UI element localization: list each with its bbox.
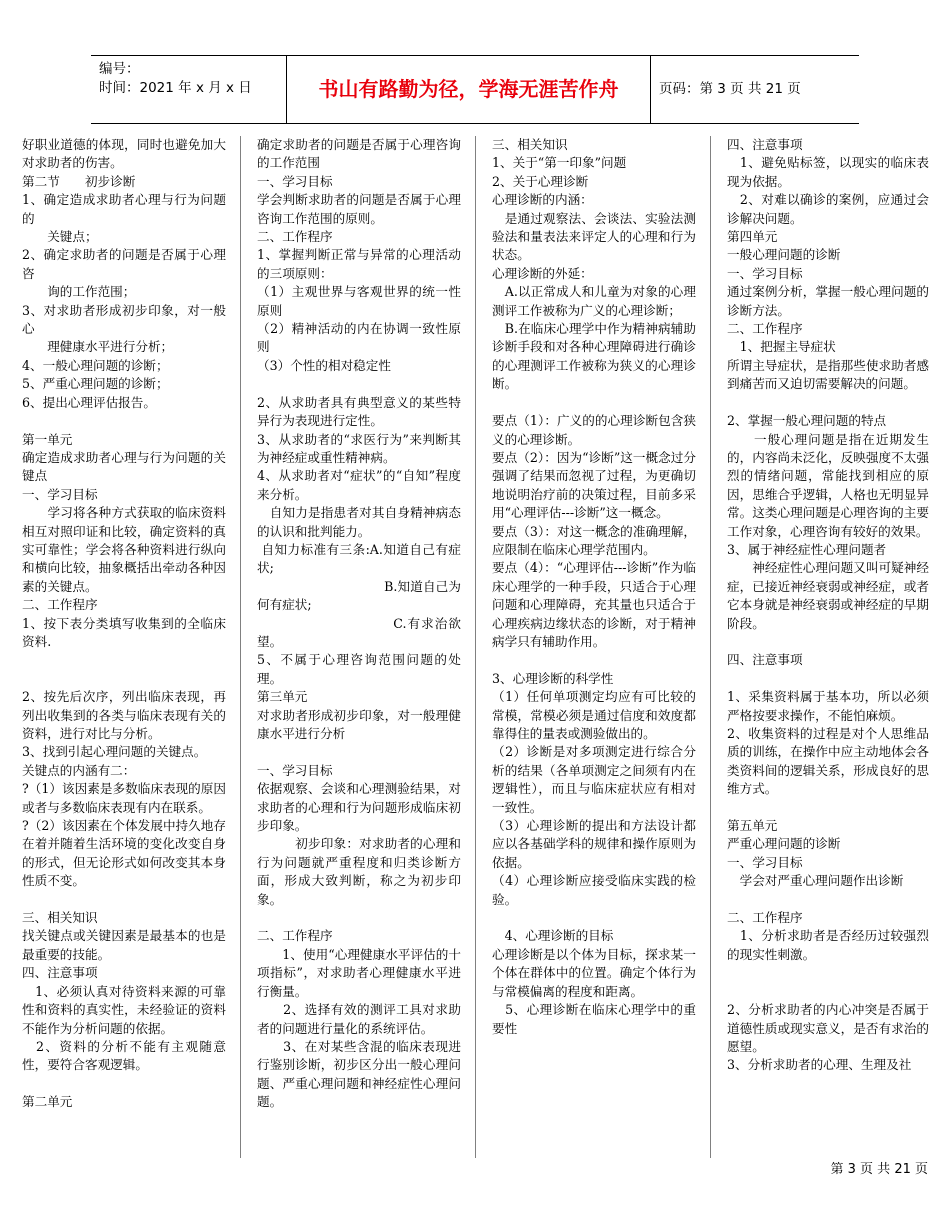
paragraph: B.知道自己为何有症状; bbox=[257, 578, 461, 613]
paragraph: 3、属于神经症性心理问题者 bbox=[727, 541, 887, 557]
paragraph: 好职业道德的体现，同时也避免加大对求助者的伤害。 bbox=[22, 137, 226, 171]
paragraph: 1、使用“心理健康水平评估的十项指标”，对求助者心理健康水平进行衡量。 bbox=[257, 946, 461, 999]
paragraph bbox=[257, 375, 461, 393]
paragraph: 第二单元 bbox=[22, 1094, 73, 1110]
paragraph: 要点（1）：广义的的心理诊断包含狭义的心理诊断。 bbox=[492, 413, 696, 447]
paragraph: 3、在对某些含混的临床表现进行鉴别诊断，初步区分出一般心理问题、严重心理问题和神经症性心理问题。 bbox=[257, 1038, 461, 1110]
paragraph: 所谓主导症状，是指那些使求助者感到痛苦而又迫切需要解决的问题。 bbox=[727, 357, 929, 392]
paragraph: 要点（2）：因为“诊断”这一概念过分强调了结果而忽视了过程，为更确切地说明治疗前的决策过程，目前多采用“心理评估---诊断”这一概念。 bbox=[492, 449, 696, 521]
paragraph: 1、必须认真对待资料来源的可靠性和资料的真实性，未经验证的资料不能作为分析问题的依据。 bbox=[22, 983, 226, 1036]
paragraph bbox=[727, 983, 929, 1001]
paragraph: 四、注意事项 bbox=[22, 965, 98, 981]
paragraph: 第三单元 bbox=[257, 689, 308, 705]
paragraph: 1、按下表分类填写收集到的全临床资料. bbox=[22, 615, 226, 649]
paragraph: 确定求助者的问题是否属于心理咨询的工作范围 bbox=[257, 137, 461, 171]
paragraph bbox=[22, 891, 226, 909]
paragraph: ?（2）该因素在个体发展中持久地存在着并随着生活环境的变化改变自身的形式，但无论形式如何改变其本身性质不变。 bbox=[22, 818, 226, 889]
header-meta bbox=[91, 56, 286, 123]
paragraph: 心理诊断的外延： bbox=[492, 265, 593, 281]
column-divider bbox=[710, 136, 711, 1158]
text-column-4 bbox=[727, 136, 929, 1075]
paragraph: 1、分析求助者是否经历过较强烈的现实性刺激。 bbox=[727, 928, 929, 962]
time-label: 时间：2021 年 x 月 x 日 bbox=[99, 80, 252, 96]
paragraph: 二、工作程序 bbox=[727, 910, 803, 926]
page-header bbox=[91, 55, 859, 124]
paragraph: 询的工作范围； bbox=[22, 284, 136, 300]
paragraph: 一、学习目标 bbox=[257, 173, 333, 189]
paragraph: 1、确定造成求助者心理与行为问题的 bbox=[22, 192, 226, 226]
paragraph bbox=[492, 909, 696, 927]
paragraph: 2、关于心理诊断 bbox=[492, 173, 589, 189]
paragraph: 2、收集资料的过程是对个人思维品质的训练，在操作中应主动地体会各类资料间的逻辑关系，形成良好的思维方式。 bbox=[727, 726, 929, 797]
paragraph: 二、工作程序 bbox=[727, 321, 803, 337]
paragraph: 二、工作程序 bbox=[257, 928, 333, 944]
paragraph: （3）个性的相对稳定性 bbox=[257, 357, 391, 373]
paragraph: 5、心理诊断在临床心理学中的重要性 bbox=[492, 1002, 696, 1036]
paragraph: 5、严重心理问题的诊断； bbox=[22, 376, 169, 392]
paragraph: 神经症性心理问题又叫可疑神经症，已接近神经衰弱或神经症，或者它本身就是神经衰弱或神经症的早期阶段。 bbox=[727, 560, 929, 631]
paragraph: 3、找到引起心理问题的关键点。 bbox=[22, 744, 207, 760]
paragraph: 通过案例分析，掌握一般心理问题的诊断方法。 bbox=[727, 284, 929, 318]
paragraph: 2、确定求助者的问题是否属于心理咨 bbox=[22, 247, 226, 281]
paragraph: 2、资料的分析不能有主观随意性，要符合客观逻辑。 bbox=[22, 1038, 226, 1073]
paragraph: 三、相关知识 bbox=[492, 137, 568, 152]
paragraph: 第五单元 bbox=[727, 818, 778, 834]
paragraph: 理健康水平进行分析； bbox=[22, 339, 174, 355]
paragraph: 一、学习目标 bbox=[257, 762, 333, 778]
paragraph: （1）任何单项测定均应有可比较的常模，常模必须是通过信度和效度都靠得住的量表或测验做出的。 bbox=[492, 689, 696, 741]
paragraph: （4）心理诊断应接受临床实践的检验。 bbox=[492, 873, 696, 907]
paragraph bbox=[727, 799, 929, 817]
paragraph: 学习将各种方式获取的临床资料相互对照印证和比较，确定资料的真实可靠性；学会将各种资料进行纵向和横向比较，抽象概括出牵动各种因素的关键点。 bbox=[22, 505, 226, 594]
paragraph: 四、注意事项 bbox=[727, 137, 803, 152]
number-label: 编号： bbox=[99, 61, 140, 77]
paragraph bbox=[727, 394, 929, 412]
paragraph: 6、提出心理评估报告。 bbox=[22, 394, 156, 410]
paragraph: 2、掌握一般心理问题的特点 bbox=[727, 413, 887, 429]
text-column-3 bbox=[492, 136, 696, 1038]
text-column-2 bbox=[257, 136, 461, 1112]
paragraph: 找关键点或关键因素是最基本的也是最重要的技能。 bbox=[22, 928, 226, 962]
paragraph: C.有求治欲望。 bbox=[257, 615, 461, 649]
paragraph bbox=[727, 891, 929, 909]
paragraph: 4、一般心理问题的诊断； bbox=[22, 357, 169, 373]
motto: 书山有路勤为径，学海无涯苦作舟 bbox=[286, 56, 651, 123]
paragraph: 学会对严重心理问题作出诊断 bbox=[727, 873, 904, 889]
paragraph: 2、按先后次序，列出临床表现，再列出收集到的各类与临床表现有关的资料，进行对比与分析。 bbox=[22, 689, 226, 741]
paragraph: 初步印象：对求助者的心理和行为问题就严重程度和归类诊断方面，形成大致判断，称之为初步印象。 bbox=[257, 836, 461, 907]
paragraph: 要点（4）：“心理评估---诊断”作为临床心理学的一种手段，只适合于心理问题和心理障碍，充其量也只适合于心理疾病边缘状态的诊断，对于精神病学只有辅助作用。 bbox=[492, 560, 696, 649]
paragraph: （1）主观世界与客观世界的统一性原则 bbox=[257, 284, 461, 318]
paragraph: A.以正常成人和儿童为对象的心理测评工作被称为广义的心理诊断； bbox=[492, 284, 696, 318]
paragraph bbox=[22, 1075, 226, 1093]
paragraph: 2、从求助者具有典型意义的某些特异行为表现进行定性。 bbox=[257, 394, 461, 429]
paragraph: 3、从求助者的“求医行为”来判断其为神经症或重性精神病。 bbox=[257, 431, 461, 465]
paragraph: 1、把握主导症状 bbox=[727, 339, 836, 355]
paragraph: （3）心理诊断的提出和方法设计都应以各基础学科的规律和操作原则为依据。 bbox=[492, 818, 696, 870]
paragraph: 依据观察、会谈和心理测验结果，对求助者的心理和行为问题形成临床初步印象。 bbox=[257, 781, 461, 834]
paragraph: 4、心理诊断的目标 bbox=[492, 928, 614, 944]
paragraph: 5、不属于心理咨询范围问题的处理。 bbox=[257, 652, 461, 686]
paragraph: 第一单元 bbox=[22, 431, 73, 447]
paragraph: 自知力是指患者对其自身精神病态的认识和批判能力。 bbox=[257, 505, 461, 539]
paragraph: 心理诊断的内涵： bbox=[492, 192, 593, 208]
paragraph bbox=[257, 909, 461, 927]
paragraph: 一、学习目标 bbox=[22, 486, 98, 502]
paragraph bbox=[257, 743, 461, 761]
paragraph: 要点（3）：对这一概念的准确理解，应限制在临床心理学范围内。 bbox=[492, 523, 696, 557]
paragraph: 学会判断求助者的问题是否属于心理咨询工作范围的原则。 bbox=[257, 192, 461, 226]
paragraph bbox=[22, 412, 226, 430]
paragraph: 2、分析求助者的内心冲突是否属于道德性质或现实意义，是否有求治的愿望。 bbox=[727, 1002, 929, 1054]
paragraph: 二、工作程序 bbox=[22, 597, 98, 613]
paragraph: 一、学习目标 bbox=[727, 854, 803, 870]
paragraph: ?（1）该因素是多数临床表现的原因或者与多数临床表现有内在联系。 bbox=[22, 781, 226, 815]
paragraph: 1、掌握判断正常与异常的心理活动的三项原则： bbox=[257, 247, 461, 281]
paragraph bbox=[22, 651, 226, 669]
paragraph: 严重心理问题的诊断 bbox=[727, 836, 841, 852]
paragraph: 自知力标准有三条:A.知道自己有症状; bbox=[257, 541, 461, 576]
paragraph: 二、工作程序 bbox=[257, 229, 333, 245]
paragraph bbox=[492, 651, 696, 669]
paragraph: 2、选择有效的测评工具对求助者的问题进行量化的系统评估。 bbox=[257, 1002, 461, 1036]
paragraph: 2、对难以确诊的案例，应通过会诊解决问题。 bbox=[727, 192, 929, 226]
column-divider bbox=[240, 136, 241, 1158]
paragraph: 3、对求助者形成初步印象，对一般心 bbox=[22, 302, 226, 337]
paragraph: 心理诊断是以个体为目标，探求某一个体在群体中的位置。确定个体行为与常模偏离的程度和距离。 bbox=[492, 946, 696, 999]
paragraph: 3、分析求助者的心理、生理及社 bbox=[727, 1057, 912, 1073]
paragraph bbox=[727, 964, 929, 982]
paragraph: 1、关于“第一印象”问题 bbox=[492, 155, 627, 171]
paragraph bbox=[492, 394, 696, 412]
paragraph: 一般心理问题是指在近期发生的，内容尚未泛化，反映强度不太强烈的情绪问题，常能找到相应的原因，思维合乎逻辑，人格也无明显异常。这类心理问题是心理咨询的主要工作对象，心理咨询有较好的效果。 bbox=[727, 431, 929, 539]
header-page-info: 页码：第 3 页 共 21 页 bbox=[659, 81, 801, 97]
paragraph: 第二节 初步诊断 bbox=[22, 173, 136, 189]
paragraph: 对求助者形成初步印象，对一般理健康水平进行分析 bbox=[257, 707, 461, 741]
paragraph: 第四单元 bbox=[727, 229, 778, 245]
paragraph: 确定造成求助者心理与行为问题的关键点 bbox=[22, 449, 226, 484]
paragraph: 四、注意事项 bbox=[727, 652, 803, 668]
page-footer: 第 3 页 共 21 页 bbox=[830, 1162, 928, 1177]
paragraph: （2）精神活动的内在协调一致性原则 bbox=[257, 321, 461, 355]
paragraph: （2）诊断是对多项测定进行综合分析的结果（各单项测定之间须有内在逻辑性），而且与临床症状应有相对一致性。 bbox=[492, 744, 696, 815]
paragraph: 关键点的内涵有二： bbox=[22, 762, 136, 778]
paragraph: 3、心理诊断的科学性 bbox=[492, 670, 614, 686]
column-divider bbox=[475, 136, 476, 1158]
paragraph: 1、采集资料属于基本功，所以必须严格按要求操作，不能怕麻烦。 bbox=[727, 689, 929, 723]
paragraph: 一般心理问题的诊断 bbox=[727, 247, 841, 263]
paragraph bbox=[727, 670, 929, 688]
text-column-1 bbox=[22, 136, 226, 1112]
paragraph: 一、学习目标 bbox=[727, 265, 803, 281]
paragraph: 是通过观察法、会谈法、实验法测验法和量表法来评定人的心理和行为状态。 bbox=[492, 210, 696, 263]
paragraph: 三、相关知识 bbox=[22, 910, 98, 926]
paragraph: 关键点； bbox=[22, 229, 98, 245]
paragraph bbox=[727, 633, 929, 651]
paragraph: B.在临床心理学中作为精神病辅助诊断手段和对各种心理障碍进行确诊的心理测评工作被称为狭义的心理诊断。 bbox=[492, 321, 696, 392]
paragraph bbox=[22, 670, 226, 688]
paragraph: 4、从求助者对“症状”的“自知”程度来分析。 bbox=[257, 468, 461, 502]
paragraph: 1、避免贴标签，以现实的临床表现为依据。 bbox=[727, 155, 929, 189]
